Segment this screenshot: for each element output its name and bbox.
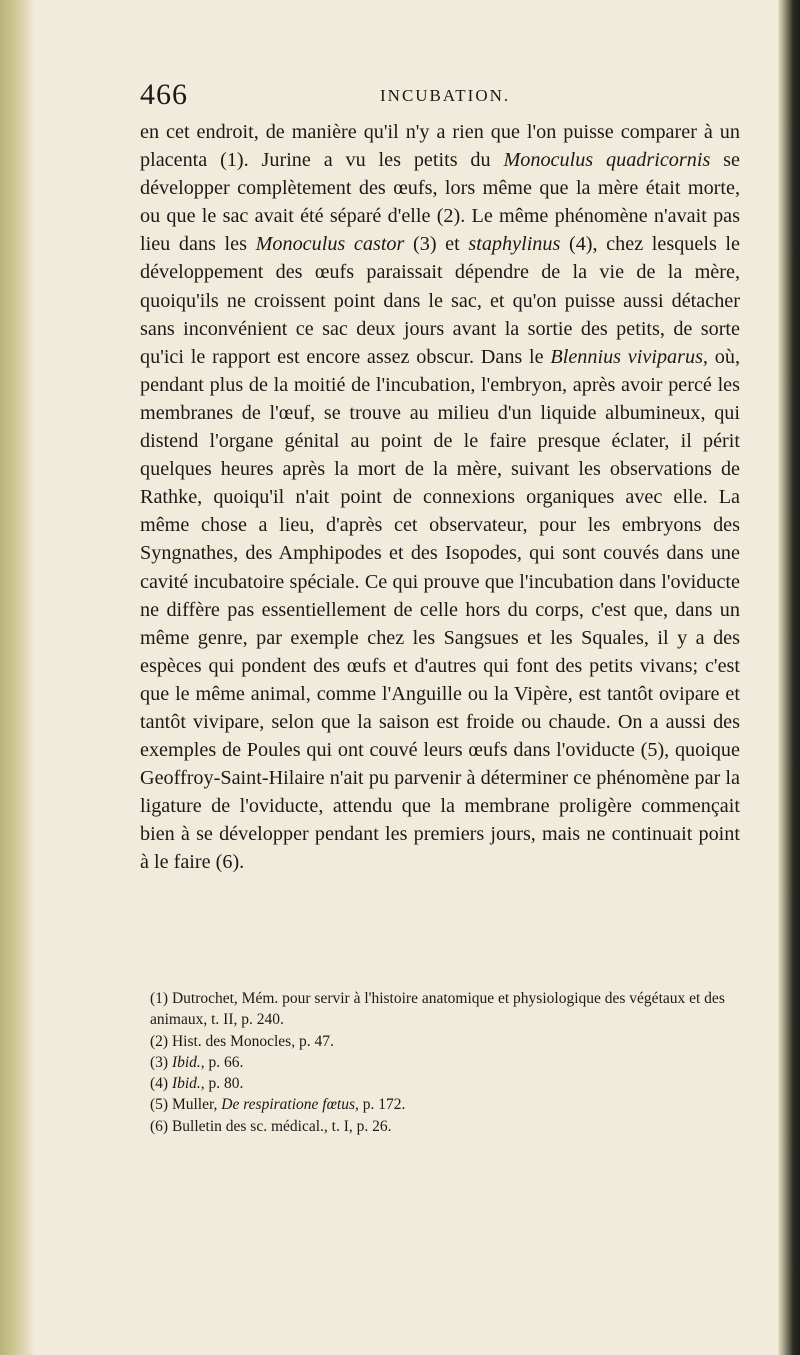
page-outer-edge <box>778 0 800 1355</box>
footnote-5 <box>140 1094 740 1115</box>
footnote-3 <box>140 1052 740 1073</box>
page-number: 466 <box>140 78 188 111</box>
note-marker: (4) <box>150 1075 172 1093</box>
taxon-name: Blennius viviparus, <box>550 345 708 368</box>
footnotes <box>140 988 740 1137</box>
note-page: , p. 66. <box>200 1053 244 1071</box>
work-title: De respiratione fœtus <box>221 1096 356 1114</box>
text-run: en cet endroit, de manière qu'il n'y a rien que l'on puisse comparer à un placenta (1). Jurine a vu les petits du <box>140 121 740 172</box>
ibid: Ibid. <box>171 1075 201 1093</box>
page-header <box>140 78 780 118</box>
taxon-name: Monoculus quadricornis <box>503 149 711 172</box>
page-binding-edge <box>0 0 34 1355</box>
note-page: , p. 172. <box>355 1096 406 1114</box>
footnote-6: (6) Bulletin des sc. médical., t. I, p. 26. <box>150 1117 392 1135</box>
text-run: où, pendant plus de la moitié de l'incubation, l'embryon, après avoir percé les membranes de l'œuf, se trouve au milieu d'un liquide albumineux, qui distend l'organe génital au point de le faire presque éclater, il périt quelques heures après la mort de la mère, suivant les observations de Rathke, quoiqu'il n'ait point de connexions organiques avec elle. La même chose a lieu, d'après cet observateur, pour les embryons des Syngnathes, des Amphipodes et des Isopodes, qui sont couvés dans une cavité incubatoire spéciale. Ce qui prouve que l'incubation dans l'oviducte ne diffère pas essentiellement de celle hors du corps, c'est que, dans un même genre, par exemple chez les Sangsues et les Squales, il y a des espèces qui pondent des œufs et d'autres qui font des petits vivans; c'est que le même animal, comme l'Anguille ou la Vipère, est tantôt ovipare et tantôt vivipare, selon que la saison est froide ou chaude. On a aussi des exemples de Poules qui ont couvé leurs œufs dans l'oviducte (5), quoique Geoffroy-Saint-Hilaire n'ait pu parvenir à déterminer ce phénomène par la ligature de l'oviducte, attendu que la membrane proligère commençait bien à se développer pendant les premiers jours, mais ne continuait point à le faire (6). <box>140 345 740 874</box>
note-marker: (3) <box>150 1053 172 1071</box>
text-run: (4), chez lesquels le développement des œufs paraissait dépendre de la vie de la mère, quoiqu'ils ne croissent point dans le sac, et qu'on puisse aussi détacher sans inconvénient ce sac deux jours avant la sortie des petits, de sorte qu'ici le rapport est encore assez obscur. Dans le <box>140 233 741 368</box>
taxon-name: staphylinus <box>468 233 561 256</box>
text-run: se développer complètement des œufs, lors même que la mère était morte, ou que le sac avait été séparé d'elle (2). Le même phénomène n'avait pas lieu dans les <box>140 149 740 256</box>
note-marker: (5) Muller, <box>150 1096 222 1114</box>
note-page: , p. 80. <box>200 1075 244 1093</box>
main-text <box>140 118 740 877</box>
paragraph <box>140 118 740 877</box>
footnote-1: (1) Dutrochet, Mém. pour servir à l'histoire anatomique et physiologique des végétaux et des animaux, t. II, p. 240. <box>150 990 725 1029</box>
running-head: INCUBATION. <box>380 86 511 105</box>
ibid: Ibid. <box>171 1053 201 1071</box>
taxon-name: Monoculus castor <box>255 233 405 256</box>
footnote-4 <box>140 1073 740 1094</box>
text-run: (3) et <box>404 233 469 256</box>
footnote-2: (2) Hist. des Monocles, p. 47. <box>150 1032 334 1050</box>
